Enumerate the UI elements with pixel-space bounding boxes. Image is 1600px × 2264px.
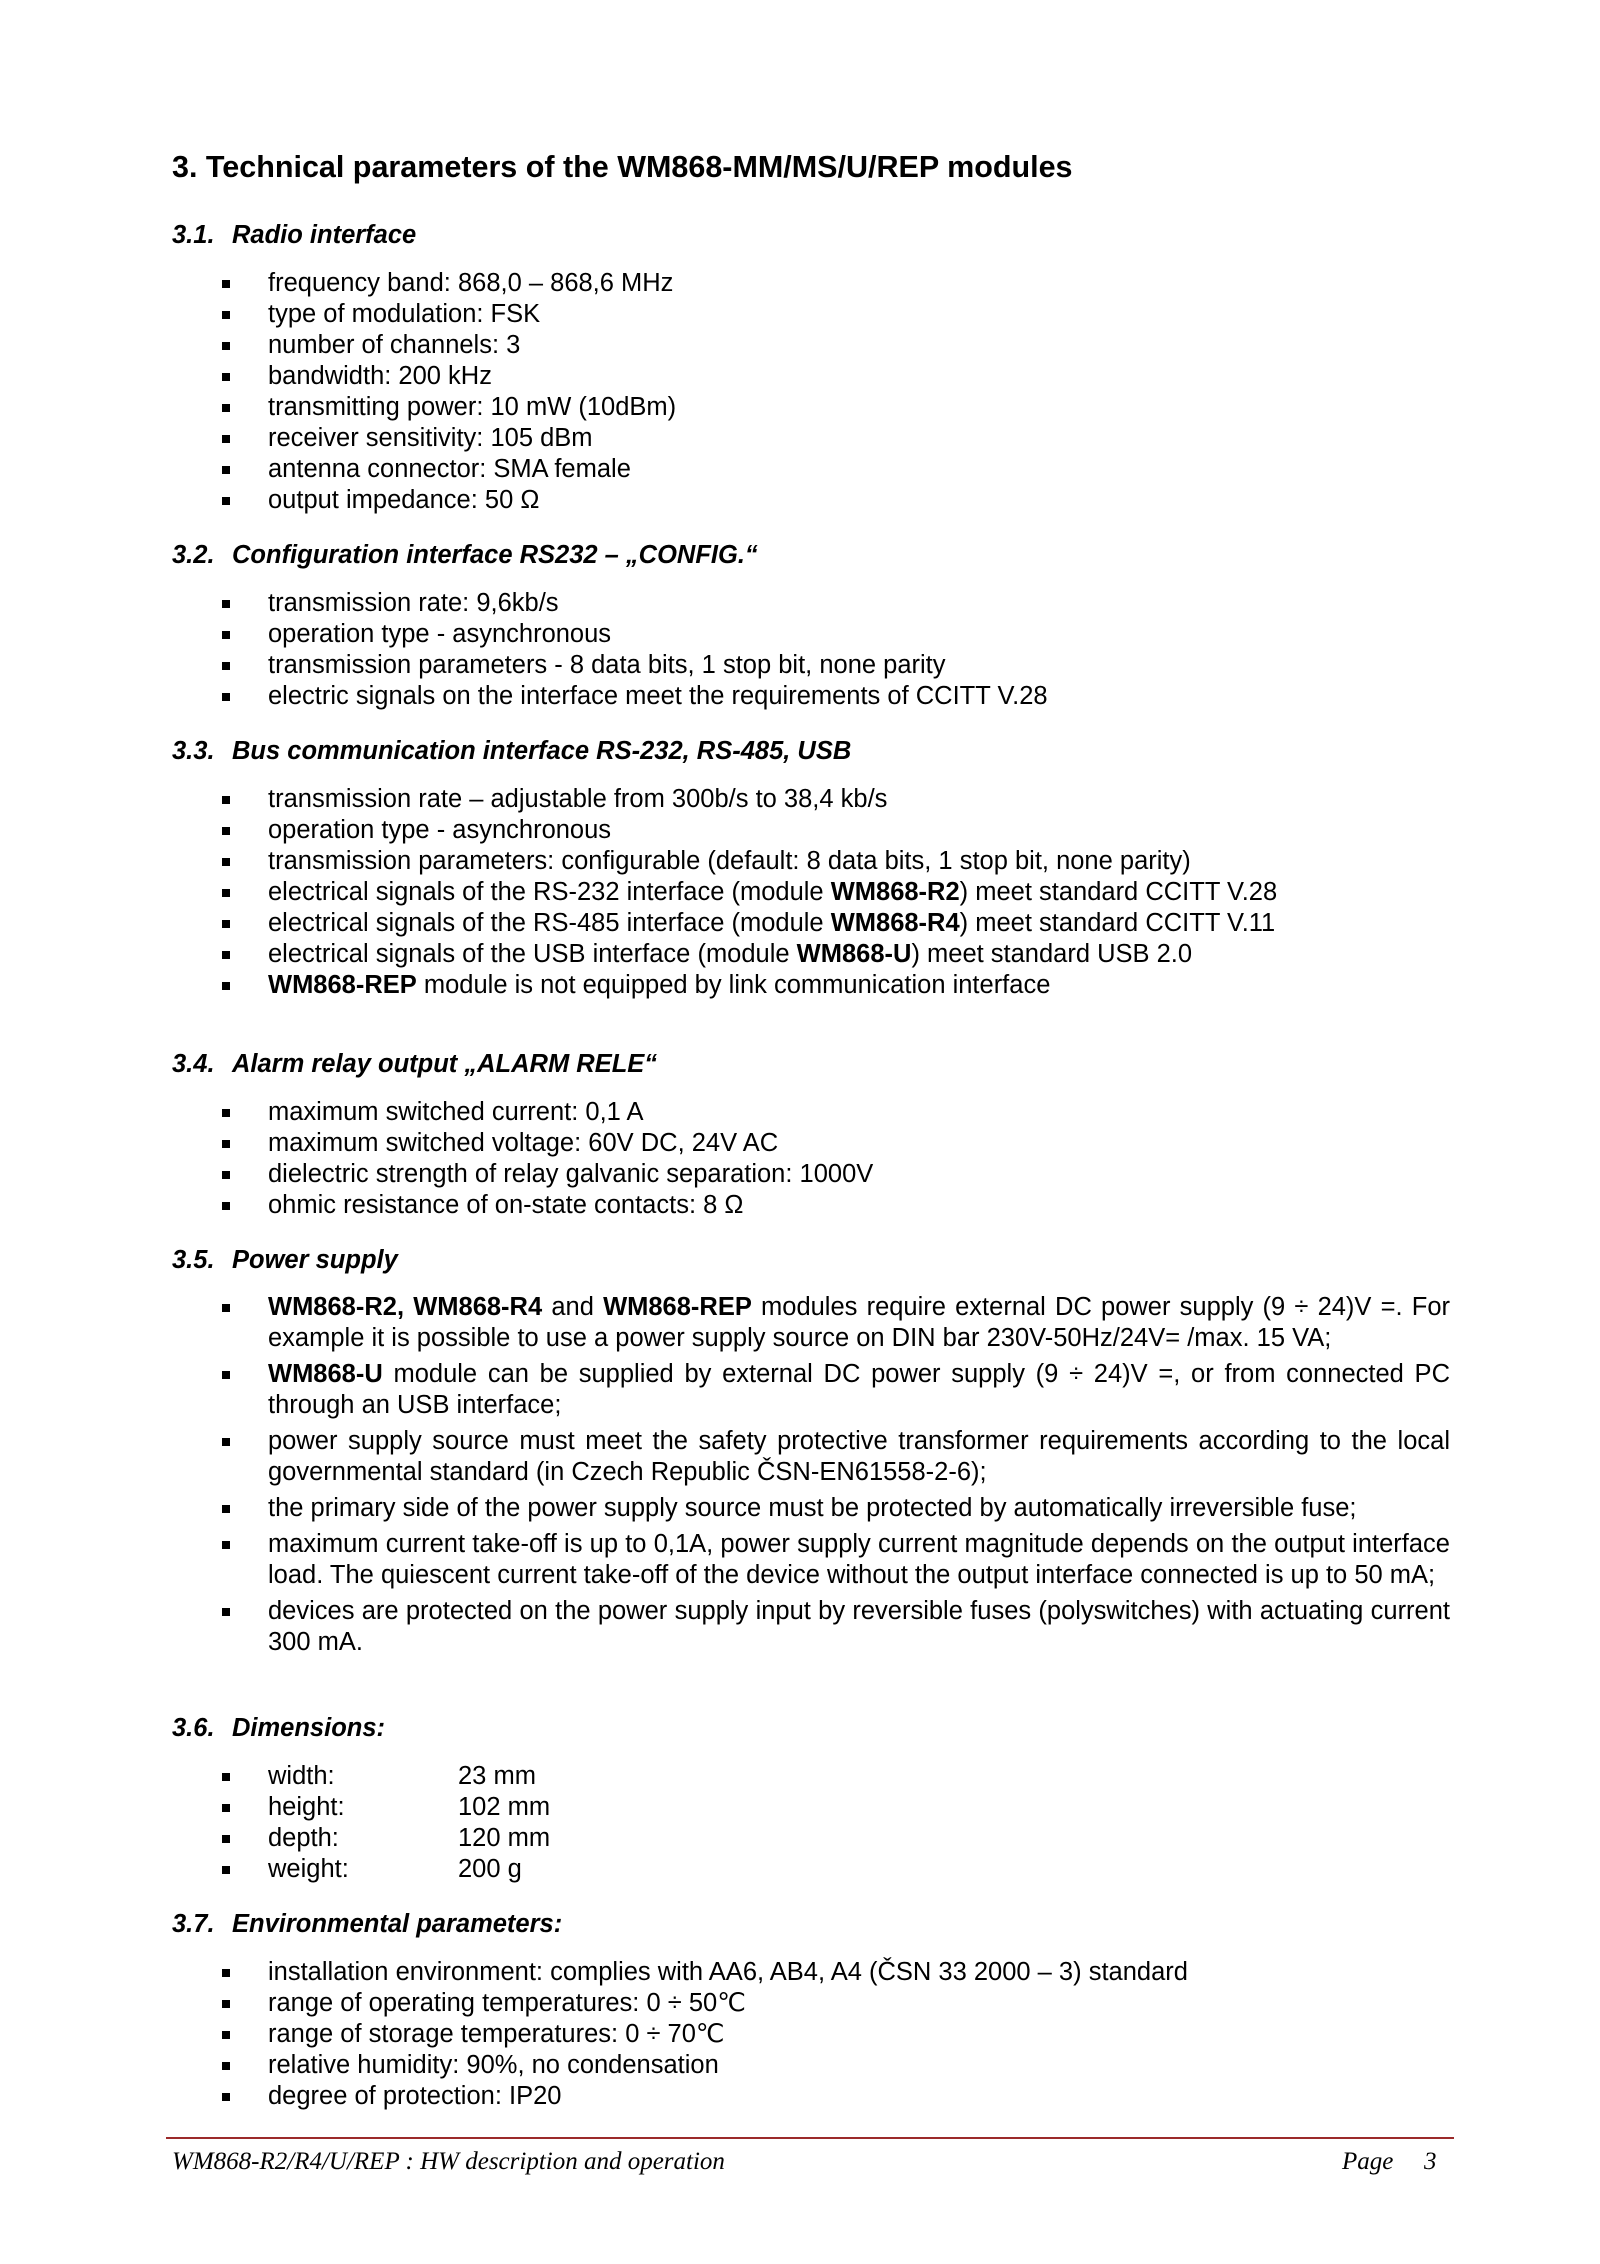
list-item: installation environment: complies with AA6, AB4, A4 (ČSN 33 2000 – 3) standard (0, 1957, 1450, 1988)
module-name: WM868-REP (268, 971, 417, 999)
item-text: ) meet standard CCITT V.11 (959, 909, 1276, 937)
list-item (0, 908, 1450, 939)
dimension-label: height: (268, 1793, 345, 1821)
dimension-value: 200 g (458, 1855, 522, 1883)
item-text: module is not equipped by link communication interface (416, 971, 1051, 999)
footer-page-number: 3 (1424, 2148, 1437, 2175)
list-item: relative humidity: 90%, no condensation (0, 2050, 1450, 2081)
list-item (0, 1823, 1450, 1854)
radio-list (0, 268, 1450, 516)
dimension-value: 23 mm (458, 1762, 536, 1790)
section-heading-environment (172, 1910, 562, 1939)
section-number: 3.6. (172, 1714, 215, 1742)
list-item: power supply source must meet the safety protective transformer requirements according to the local governmental standard (in Czech Republic ČSN-EN61558-2-6); (0, 1426, 1450, 1488)
list-item (0, 877, 1450, 908)
list-item: bandwidth: 200 kHz (0, 361, 1450, 392)
config-list (0, 588, 1450, 712)
module-name: WM868-U (268, 1360, 383, 1388)
environment-list (0, 1957, 1450, 2112)
list-item (0, 1292, 1450, 1354)
module-name: WM868-R2, WM868-R4 (268, 1293, 543, 1321)
list-item: output impedance: 50 Ω (0, 485, 1450, 516)
list-item: ohmic resistance of on-state contacts: 8 Ω (0, 1190, 1450, 1221)
section-title: Environmental parameters: (232, 1910, 563, 1938)
list-item: transmission rate: 9,6kb/s (0, 588, 1450, 619)
list-item: degree of protection: IP20 (0, 2081, 1450, 2112)
section-title: Bus communication interface RS-232, RS-485, USB (232, 737, 852, 765)
list-item: number of channels: 3 (0, 330, 1450, 361)
dimension-label: weight: (268, 1855, 349, 1883)
list-item: transmission parameters: configurable (default: 8 data bits, 1 stop bit, none parity) (0, 846, 1450, 877)
list-item: type of modulation: FSK (0, 299, 1450, 330)
list-item: receiver sensitivity: 105 dBm (0, 423, 1450, 454)
power-list (0, 1292, 1450, 1663)
section-title: Alarm relay output „ALARM RELE“ (232, 1050, 658, 1078)
dimensions-list (0, 1761, 1450, 1885)
list-item: dielectric strength of relay galvanic separation: 1000V (0, 1159, 1450, 1190)
list-item: range of operating temperatures: 0 ÷ 50℃ (0, 1988, 1450, 2019)
section-title: Radio interface (232, 221, 417, 249)
list-item: frequency band: 868,0 – 868,6 MHz (0, 268, 1450, 299)
bus-list (0, 784, 1450, 1001)
section-number: 3.7. (172, 1910, 215, 1938)
section-number: 3.2. (172, 541, 215, 569)
list-item: operation type - asynchronous (0, 815, 1450, 846)
list-item: transmission parameters - 8 data bits, 1 stop bit, none parity (0, 650, 1450, 681)
dimension-label: width: (268, 1762, 335, 1790)
item-text: and (542, 1293, 604, 1321)
list-item: electric signals on the interface meet the requirements of CCITT V.28 (0, 681, 1450, 712)
module-name: WM868-R4 (830, 909, 960, 937)
section-title: Configuration interface RS232 – „CONFIG.“ (232, 541, 758, 569)
list-item: the primary side of the power supply source must be protected by automatically irreversible fuse; (0, 1493, 1450, 1524)
list-item (0, 1854, 1450, 1885)
section-heading-config (172, 541, 758, 570)
footer-page-label: Page (1342, 2148, 1394, 2175)
section-title: Dimensions: (232, 1714, 386, 1742)
section-number: 3.1. (172, 221, 215, 249)
section-heading-dimensions (172, 1714, 385, 1743)
item-text: electrical signals of the USB interface (module (268, 940, 797, 968)
list-item (0, 1761, 1450, 1792)
section-number: 3.4. (172, 1050, 215, 1078)
dimension-value: 120 mm (458, 1824, 551, 1852)
section-title: Power supply (232, 1246, 398, 1274)
module-name: WM868-R2 (830, 878, 960, 906)
item-text: ) meet standard USB 2.0 (911, 940, 1193, 968)
list-item (0, 970, 1450, 1001)
section-heading-power (172, 1246, 398, 1275)
list-item: operation type - asynchronous (0, 619, 1450, 650)
list-item: range of storage temperatures: 0 ÷ 70℃ (0, 2019, 1450, 2050)
list-item: maximum current take-off is up to 0,1A, power supply current magnitude depends on the output interface load. The quiescent current take-off of the device without the output interface connected is up to 50 mA; (0, 1529, 1450, 1591)
page-title: 3. Technical parameters of the WM868-MM/MS/U/REP modules (172, 150, 1073, 184)
item-text: electrical signals of the RS-485 interface (module (268, 909, 831, 937)
list-item: maximum switched current: 0,1 A (0, 1097, 1450, 1128)
section-heading-bus (172, 737, 851, 766)
list-item: maximum switched voltage: 60V DC, 24V AC (0, 1128, 1450, 1159)
module-name: WM868-REP (603, 1293, 752, 1321)
section-number: 3.5. (172, 1246, 215, 1274)
dimension-value: 102 mm (458, 1793, 551, 1821)
section-heading-radio (172, 221, 416, 250)
item-text: modules require external DC power supply (9 ÷ 24)V =. For example it is possible to use a power supply source on DIN bar 230V-50Hz/24V= /max. 15 VA; (268, 1293, 1451, 1352)
list-item (0, 1359, 1450, 1421)
list-item: devices are protected on the power supply input by reversible fuses (polyswitches) with actuating current 300 mA. (0, 1596, 1450, 1658)
footer-divider (166, 2137, 1454, 2139)
section-heading-alarm (172, 1050, 657, 1079)
module-name: WM868-U (796, 940, 912, 968)
footer-document-title: WM868-R2/R4/U/REP : HW description and operation (172, 2148, 725, 2175)
item-text: ) meet standard CCITT V.28 (959, 878, 1278, 906)
list-item: transmission rate – adjustable from 300b/s to 38,4 kb/s (0, 784, 1450, 815)
item-text: electrical signals of the RS-232 interface (module (268, 878, 831, 906)
list-item (0, 939, 1450, 970)
alarm-list (0, 1097, 1450, 1221)
dimension-label: depth: (268, 1824, 339, 1852)
list-item: transmitting power: 10 mW (10dBm) (0, 392, 1450, 423)
list-item: antenna connector: SMA female (0, 454, 1450, 485)
item-text: module can be supplied by external DC power supply (9 ÷ 24)V =, or from connected PC through an USB interface; (268, 1360, 1450, 1419)
section-number: 3.3. (172, 737, 215, 765)
list-item (0, 1792, 1450, 1823)
